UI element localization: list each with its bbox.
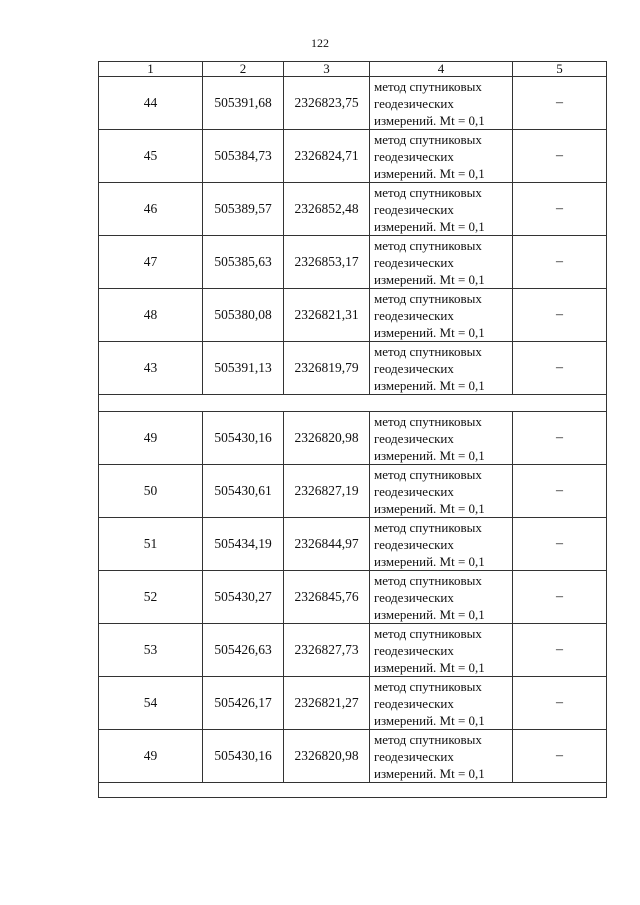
method-line: геодезических [374,307,454,323]
coord-x: 505385,63 [203,236,284,289]
coord-y: 2326819,79 [284,342,370,395]
method-cell [370,465,513,518]
method-line: геодезических [374,254,454,270]
method-line: измерений. Mt = 0,1 [374,271,485,287]
method-line: измерений. Mt = 0,1 [374,606,485,622]
dash-cell: – [513,77,607,130]
method-line: геодезических [374,483,454,499]
table-row [99,624,607,677]
coord-y: 2326827,73 [284,624,370,677]
method-line: метод спутниковых [374,625,482,641]
coord-y: 2326853,17 [284,236,370,289]
dash-cell: – [513,465,607,518]
coord-x: 505389,57 [203,183,284,236]
coord-x: 505380,08 [203,289,284,342]
point-number: 43 [99,342,203,395]
coord-y: 2326821,27 [284,677,370,730]
coord-x: 505430,16 [203,412,284,465]
method-cell [370,236,513,289]
header-cell: 5 [513,62,607,77]
separator-row [99,783,607,798]
method-line: геодезических [374,536,454,552]
point-number: 51 [99,518,203,571]
method-cell [370,183,513,236]
method-line: геодезических [374,589,454,605]
coord-y: 2326823,75 [284,77,370,130]
method-line: геодезических [374,360,454,376]
point-number: 50 [99,465,203,518]
coord-y: 2326824,71 [284,130,370,183]
method-line: метод спутниковых [374,519,482,535]
point-number: 48 [99,289,203,342]
table-row [99,465,607,518]
method-line: измерений. Mt = 0,1 [374,553,485,569]
method-line: метод спутниковых [374,237,482,253]
coord-x: 505430,61 [203,465,284,518]
method-line: измерений. Mt = 0,1 [374,377,485,393]
dash-cell: – [513,289,607,342]
method-line: метод спутниковых [374,290,482,306]
point-number: 44 [99,77,203,130]
method-line: метод спутниковых [374,466,482,482]
header-row [99,62,607,77]
method-line: измерений. Mt = 0,1 [374,659,485,675]
coord-y: 2326845,76 [284,571,370,624]
method-line: метод спутниковых [374,343,482,359]
method-line: геодезических [374,642,454,658]
page-number: 122 [311,36,329,50]
table-row [99,130,607,183]
coord-y: 2326827,19 [284,465,370,518]
header-cell: 2 [203,62,284,77]
coord-x: 505430,27 [203,571,284,624]
method-line: измерений. Mt = 0,1 [374,218,485,234]
header-cell: 4 [370,62,513,77]
coord-x: 505430,16 [203,730,284,783]
table-row [99,183,607,236]
method-line: геодезических [374,430,454,446]
method-line: метод спутниковых [374,184,482,200]
table-row [99,77,607,130]
coord-y: 2326820,98 [284,730,370,783]
table-body [99,62,607,798]
dash-cell: – [513,342,607,395]
separator-cell [99,395,607,412]
method-line: геодезических [374,748,454,764]
point-number: 49 [99,412,203,465]
point-number: 53 [99,624,203,677]
table-row [99,730,607,783]
table-row [99,677,607,730]
table-row [99,289,607,342]
method-line: метод спутниковых [374,678,482,694]
method-cell [370,677,513,730]
method-cell [370,571,513,624]
method-line: метод спутниковых [374,731,482,747]
dash-cell: – [513,412,607,465]
coord-x: 505384,73 [203,130,284,183]
coord-x: 505391,68 [203,77,284,130]
method-line: геодезических [374,95,454,111]
table-row [99,518,607,571]
method-line: измерений. Mt = 0,1 [374,447,485,463]
method-cell [370,342,513,395]
dash-cell: – [513,730,607,783]
table-row [99,571,607,624]
method-line: измерений. Mt = 0,1 [374,112,485,128]
header-cell: 1 [99,62,203,77]
method-line: измерений. Mt = 0,1 [374,500,485,516]
dash-cell: – [513,624,607,677]
method-cell [370,624,513,677]
separator-cell [99,783,607,798]
dash-cell: – [513,183,607,236]
method-line: геодезических [374,695,454,711]
header-cell: 3 [284,62,370,77]
method-line: метод спутниковых [374,78,482,94]
method-line: геодезических [374,201,454,217]
dash-cell: – [513,236,607,289]
dash-cell: – [513,130,607,183]
separator-row [99,395,607,412]
coord-x: 505434,19 [203,518,284,571]
method-line: метод спутниковых [374,572,482,588]
coord-y: 2326844,97 [284,518,370,571]
method-line: измерений. Mt = 0,1 [374,165,485,181]
point-number: 45 [99,130,203,183]
point-number: 54 [99,677,203,730]
coord-x: 505426,63 [203,624,284,677]
coordinates-table [98,61,606,798]
table-row [99,342,607,395]
method-cell [370,730,513,783]
point-number: 49 [99,730,203,783]
coord-x: 505426,17 [203,677,284,730]
coord-y: 2326820,98 [284,412,370,465]
method-line: измерений. Mt = 0,1 [374,324,485,340]
method-line: измерений. Mt = 0,1 [374,712,485,728]
method-line: измерений. Mt = 0,1 [374,765,485,781]
method-line: геодезических [374,148,454,164]
method-cell [370,130,513,183]
table-row [99,236,607,289]
method-cell [370,77,513,130]
table-row [99,412,607,465]
dash-cell: – [513,571,607,624]
method-line: метод спутниковых [374,131,482,147]
method-cell [370,412,513,465]
method-line: метод спутниковых [374,413,482,429]
dash-cell: – [513,518,607,571]
method-cell [370,518,513,571]
point-number: 47 [99,236,203,289]
dash-cell: – [513,677,607,730]
coord-y: 2326852,48 [284,183,370,236]
point-number: 46 [99,183,203,236]
method-cell [370,289,513,342]
coord-y: 2326821,31 [284,289,370,342]
coord-x: 505391,13 [203,342,284,395]
point-number: 52 [99,571,203,624]
